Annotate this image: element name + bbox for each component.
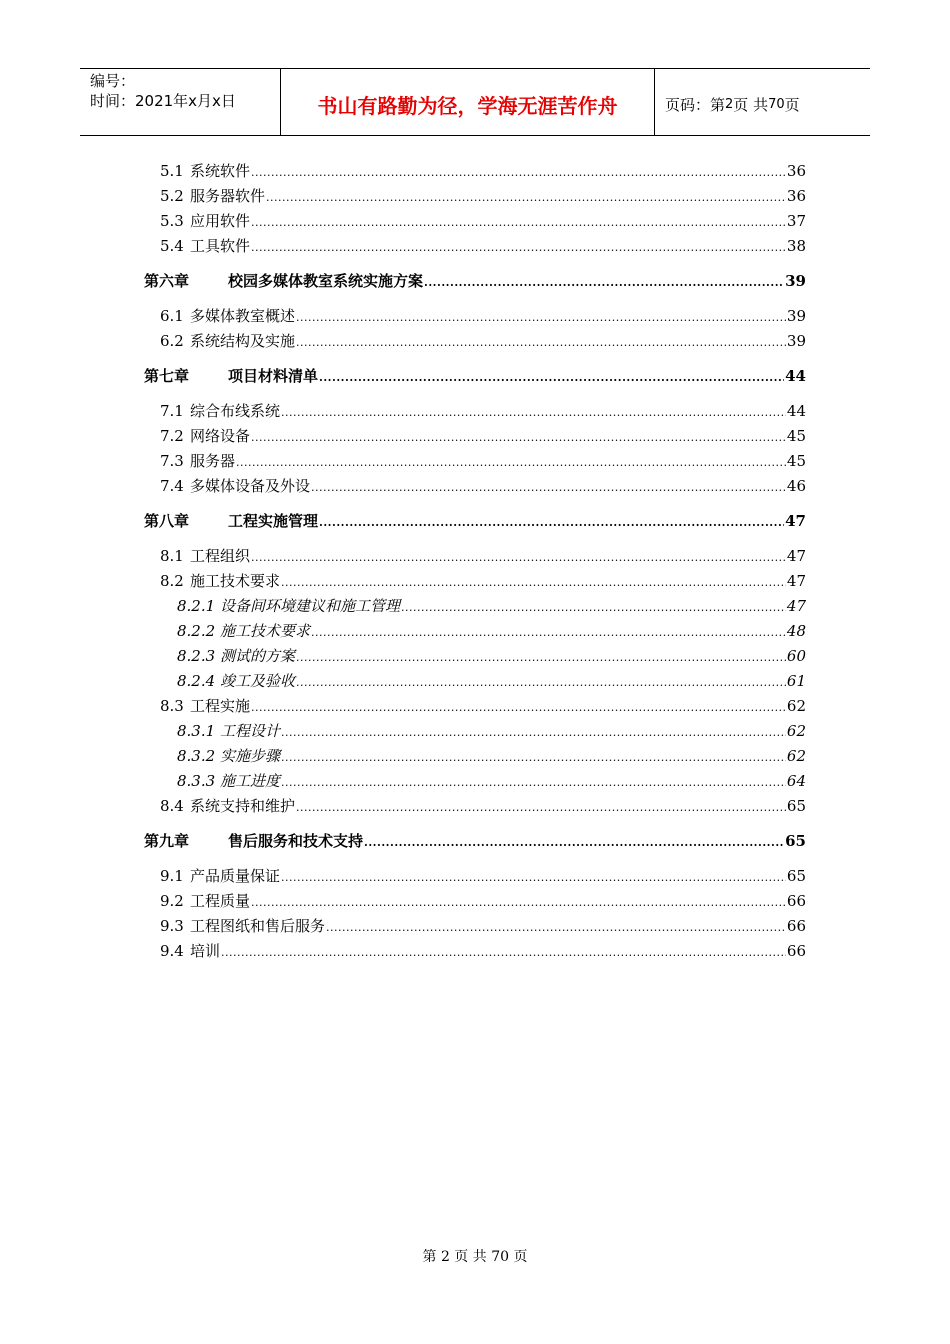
header-motto: 书山有路勤为径，学海无涯苦作舟 — [281, 69, 655, 135]
toc-label — [144, 511, 318, 531]
toc-label — [160, 426, 250, 446]
toc-leader-dots — [251, 238, 786, 258]
toc-leader-dots — [364, 833, 784, 853]
toc-label — [160, 941, 220, 961]
toc-label — [160, 401, 280, 421]
toc-page-number: 62 — [786, 722, 806, 740]
toc-title: 实施步骤 — [220, 747, 281, 765]
toc-label — [160, 451, 235, 471]
toc-section[interactable] — [160, 891, 806, 913]
toc-label — [160, 916, 325, 936]
toc-section[interactable] — [160, 331, 806, 353]
toc-page-number: 39 — [786, 307, 806, 325]
toc-number: 8.2 — [160, 572, 184, 590]
toc-label — [177, 646, 295, 666]
toc-number: 9.3 — [160, 917, 184, 935]
toc-number: 6.2 — [160, 332, 184, 350]
toc-label — [160, 891, 250, 911]
toc-label — [144, 366, 318, 386]
toc-title: 服务器 — [190, 452, 236, 470]
toc-leader-dots — [281, 868, 786, 888]
page-mid: 页 共 — [733, 95, 769, 114]
toc-page-number: 61 — [786, 672, 806, 690]
toc-subsection[interactable] — [177, 671, 806, 693]
page-number: 2 — [725, 96, 734, 112]
toc-subsection[interactable] — [177, 621, 806, 643]
toc-leader-dots — [319, 368, 784, 388]
toc-label — [144, 831, 363, 851]
toc-title: 培训 — [190, 942, 221, 960]
toc-number: 8.2.1 — [177, 597, 216, 615]
toc-chapter[interactable] — [144, 511, 806, 533]
toc-leader-dots — [221, 943, 786, 963]
toc-leader-dots — [281, 573, 786, 593]
toc-leader-dots — [296, 308, 786, 328]
toc-chapter[interactable] — [144, 831, 806, 853]
toc-leader-dots — [311, 478, 786, 498]
toc-page-number: 47 — [786, 547, 806, 565]
toc-title: 施工技术要求 — [190, 572, 281, 590]
toc-subsection[interactable] — [177, 646, 806, 668]
toc-section[interactable] — [160, 796, 806, 818]
toc-label — [177, 621, 310, 641]
toc-page-number: 65 — [786, 797, 806, 815]
toc-title: 网络设备 — [190, 427, 251, 445]
toc-leader-dots — [236, 453, 786, 473]
toc-leader-dots — [281, 773, 786, 793]
toc-page-number: 37 — [786, 212, 806, 230]
toc-leader-dots — [281, 748, 786, 768]
toc-leader-dots — [311, 623, 786, 643]
toc-leader-dots — [251, 698, 786, 718]
toc-number: 第八章 — [144, 512, 190, 530]
toc-number: 第九章 — [144, 832, 190, 850]
toc-title: 服务器软件 — [190, 187, 266, 205]
doc-number-label: 编号： — [90, 72, 136, 90]
toc-label — [160, 546, 250, 566]
toc-title: 工程组织 — [190, 547, 251, 565]
toc-label — [177, 721, 280, 741]
toc-page-number: 46 — [786, 477, 806, 495]
toc-section[interactable] — [160, 916, 806, 938]
page-end: 页 — [784, 95, 800, 114]
toc-leader-dots — [281, 723, 786, 743]
toc-section[interactable] — [160, 866, 806, 888]
toc-leader-dots — [401, 598, 786, 618]
toc-section[interactable] — [160, 476, 806, 498]
toc-leader-dots — [251, 163, 786, 183]
toc-section[interactable] — [160, 696, 806, 718]
toc-page-number: 45 — [786, 452, 806, 470]
toc-number: 9.2 — [160, 892, 184, 910]
toc-title: 项目材料清单 — [228, 367, 319, 385]
toc-page-number: 60 — [786, 647, 806, 665]
toc-page-number: 45 — [786, 427, 806, 445]
toc-page-number: 65 — [786, 867, 806, 885]
toc-page-number: 47 — [786, 597, 806, 615]
toc-leader-dots — [266, 188, 786, 208]
toc-label — [160, 211, 250, 231]
toc-section[interactable] — [160, 161, 806, 183]
toc-leader-dots — [296, 673, 786, 693]
toc-title: 测试的方案 — [220, 647, 296, 665]
toc-page-number: 47 — [785, 512, 806, 530]
toc-title: 产品质量保证 — [190, 867, 281, 885]
toc-section[interactable] — [160, 211, 806, 233]
toc-page-number: 38 — [786, 237, 806, 255]
toc-section[interactable] — [160, 426, 806, 448]
toc-number: 5.1 — [160, 162, 184, 180]
toc-title: 工具软件 — [190, 237, 251, 255]
header-page-info — [655, 69, 870, 135]
toc-label — [160, 306, 295, 326]
toc-label — [144, 271, 423, 291]
toc-title: 施工进度 — [220, 772, 281, 790]
toc-number: 第六章 — [144, 272, 190, 290]
toc-subsection[interactable] — [177, 596, 806, 618]
toc-title: 施工技术要求 — [220, 622, 311, 640]
toc-leader-dots — [296, 333, 786, 353]
toc-leader-dots — [424, 273, 784, 293]
toc-title: 工程实施管理 — [228, 512, 319, 530]
toc-page-number: 66 — [786, 942, 806, 960]
toc-leader-dots — [296, 798, 786, 818]
toc-number: 7.1 — [160, 402, 184, 420]
toc-subsection[interactable] — [177, 721, 806, 743]
toc-title: 工程设计 — [220, 722, 281, 740]
toc-page-number: 39 — [785, 272, 806, 290]
doc-time-label: 时间：2021年x月x日 — [90, 92, 236, 110]
toc-number: 8.2.4 — [177, 672, 216, 690]
toc-number: 5.2 — [160, 187, 184, 205]
toc-section[interactable] — [160, 451, 806, 473]
toc-title: 多媒体教室概述 — [190, 307, 296, 325]
toc-page-number: 48 — [786, 622, 806, 640]
toc-page-number: 65 — [785, 832, 806, 850]
toc-leader-dots — [251, 893, 786, 913]
page-total: 70 — [768, 96, 785, 112]
toc-label — [177, 746, 280, 766]
toc-number: 第七章 — [144, 367, 190, 385]
toc-title: 售后服务和技术支持 — [228, 832, 364, 850]
toc-page-number: 64 — [786, 772, 806, 790]
toc-label — [160, 696, 250, 716]
toc-title: 设备间环境建议和施工管理 — [220, 597, 401, 615]
toc-subsection[interactable] — [177, 746, 806, 768]
toc-label — [160, 571, 280, 591]
toc-page-number: 36 — [786, 187, 806, 205]
toc-section[interactable] — [160, 306, 806, 328]
toc-leader-dots — [251, 548, 786, 568]
toc-section[interactable] — [160, 401, 806, 423]
toc-label — [177, 596, 400, 616]
toc-number: 5.4 — [160, 237, 184, 255]
toc-number: 7.2 — [160, 427, 184, 445]
toc-label — [160, 331, 295, 351]
toc-page-number: 66 — [786, 892, 806, 910]
toc-number: 8.3 — [160, 697, 184, 715]
toc-page-number: 47 — [786, 572, 806, 590]
toc-number: 8.2.3 — [177, 647, 216, 665]
toc-leader-dots — [319, 513, 784, 533]
toc-page-number: 66 — [786, 917, 806, 935]
toc-leader-dots — [281, 403, 786, 423]
toc-label — [160, 796, 295, 816]
toc-section[interactable] — [160, 186, 806, 208]
toc-number: 8.3.1 — [177, 722, 216, 740]
toc-label — [177, 671, 295, 691]
toc-number: 5.3 — [160, 212, 184, 230]
toc-number: 8.2.2 — [177, 622, 216, 640]
toc-number: 8.3.3 — [177, 772, 216, 790]
toc-section[interactable] — [160, 546, 806, 568]
toc-title: 工程图纸和售后服务 — [190, 917, 326, 935]
toc-page-number: 39 — [786, 332, 806, 350]
toc-number: 7.3 — [160, 452, 184, 470]
toc-title: 校园多媒体教室系统实施方案 — [228, 272, 424, 290]
toc-number: 8.1 — [160, 547, 184, 565]
toc-page-number: 62 — [786, 747, 806, 765]
toc-page-number: 36 — [786, 162, 806, 180]
toc-label — [177, 771, 280, 791]
toc-number: 8.4 — [160, 797, 184, 815]
toc-label — [160, 186, 265, 206]
toc-label — [160, 236, 250, 256]
toc-title: 系统软件 — [190, 162, 251, 180]
toc-title: 综合布线系统 — [190, 402, 281, 420]
toc-chapter[interactable] — [144, 271, 806, 293]
toc-title: 应用软件 — [190, 212, 251, 230]
toc-title: 竣工及验收 — [220, 672, 296, 690]
toc-title: 工程实施 — [190, 697, 251, 715]
toc-leader-dots — [251, 428, 786, 448]
toc-title: 工程质量 — [190, 892, 251, 910]
header-meta — [80, 69, 281, 135]
toc-title: 系统结构及实施 — [190, 332, 296, 350]
toc-section[interactable] — [160, 941, 806, 963]
toc-number: 7.4 — [160, 477, 184, 495]
toc-page-number: 62 — [786, 697, 806, 715]
toc-section[interactable] — [160, 571, 806, 593]
toc-leader-dots — [296, 648, 786, 668]
toc-page-number: 44 — [785, 367, 806, 385]
page-header — [80, 68, 870, 136]
toc-section[interactable] — [160, 236, 806, 258]
toc-label — [160, 476, 310, 496]
toc-chapter[interactable] — [144, 366, 806, 388]
toc-number: 9.1 — [160, 867, 184, 885]
toc-label — [160, 161, 250, 181]
page-label: 页码：第 — [665, 95, 726, 114]
toc-page-number: 44 — [786, 402, 806, 420]
toc-leader-dots — [326, 918, 786, 938]
page-footer: 第 2 页 共 70 页 — [422, 1249, 528, 1265]
toc-title: 多媒体设备及外设 — [190, 477, 311, 495]
toc-subsection[interactable] — [177, 771, 806, 793]
toc-number: 6.1 — [160, 307, 184, 325]
toc-number: 8.3.2 — [177, 747, 216, 765]
toc-leader-dots — [251, 213, 786, 233]
toc-label — [160, 866, 280, 886]
toc-title: 系统支持和维护 — [190, 797, 296, 815]
toc-number: 9.4 — [160, 942, 184, 960]
